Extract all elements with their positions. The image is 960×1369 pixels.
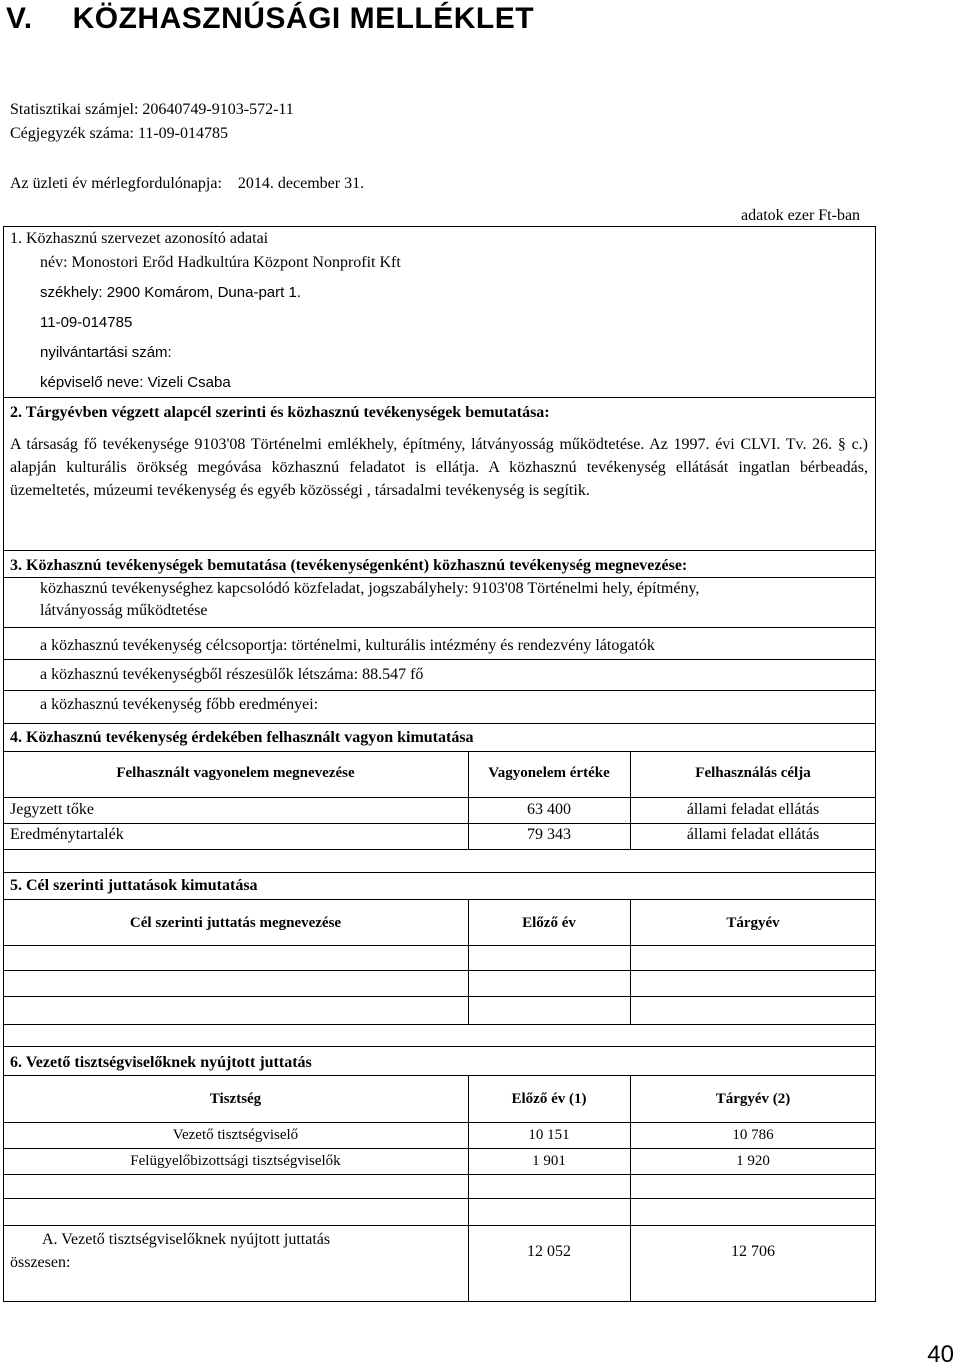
section5-heading: 5. Cél szerinti juttatások kimutatása <box>10 877 258 894</box>
divider-before-section5 <box>3 872 876 873</box>
participants-count: a közhasznú tevékenységből részesülők létszáma: 88.547 fő <box>40 666 424 683</box>
public-task-line1: közhasznú tevékenységhez kapcsolódó közfeladat, jogszabályhely: 9103'08 Történelmi hely, építmény, <box>40 580 700 597</box>
table6-header-border <box>3 1122 876 1123</box>
divider-section3-heading <box>3 577 876 578</box>
table6-col-divider-1 <box>468 1075 469 1302</box>
table6-total-label-line2: összesen: <box>10 1254 71 1271</box>
table6-row1-border <box>3 1148 876 1149</box>
table5-row1-border <box>3 970 876 971</box>
table6-row1-prev: 10 151 <box>528 1127 570 1143</box>
divider-participants <box>3 690 876 691</box>
main-results: a közhasznú tevékenység főbb eredményei: <box>40 696 319 713</box>
org-name: név: Monostori Erőd Hadkultúra Központ Nonprofit Kft <box>40 254 401 271</box>
table4-bottom-border <box>3 849 876 850</box>
table6-row2-prev: 1 901 <box>532 1153 566 1169</box>
table6-top-border <box>3 1075 876 1076</box>
registry-number: Cégjegyzék száma: 11-09-014785 <box>10 125 229 142</box>
chapter-title <box>6 2 534 36</box>
section1-heading: 1. Közhasznú szervezet azonosító adatai <box>10 230 269 247</box>
table5-header-name: Cél szerinti juttatás megnevezése <box>129 915 342 931</box>
table5-top-border <box>3 899 876 900</box>
balance-date-label: Az üzleti év mérlegfordulónapja: <box>10 175 222 192</box>
table4-row1-border <box>3 823 876 824</box>
activity-description: A társaság fő tevékenysége 9103'08 Történelmi emlékhely, építmény, látványosság működtetése. Az 1997. évi CLVI. Tv. 26. § c.) alapján kulturális örökség megóvása közhasznú feladatot is ellátja. A közhasznú tevékenység ellátását ingatlan bérbeadás, üzemeltetés, múzeumi tevékenység és egyéb közösségi , társadalmi tevékenység is segítik. <box>10 436 868 499</box>
divider-section1 <box>3 397 876 398</box>
table6-header-position: Tisztség <box>209 1091 262 1107</box>
table6-row3-border <box>3 1198 876 1199</box>
divider-task <box>3 627 876 628</box>
registration-label: nyilvántartási szám: <box>40 344 172 361</box>
table5-header-border <box>3 945 876 946</box>
table5-header-prev-year: Előző év <box>522 915 576 931</box>
org-registration-id: 11-09-014785 <box>40 314 133 331</box>
table5-bottom-border <box>3 1024 876 1025</box>
table6-row2-curr: 1 920 <box>736 1153 770 1169</box>
divider-target <box>3 659 876 660</box>
table4-header-name: Felhasznált vagyonelem megnevezése <box>116 765 355 781</box>
target-group: a közhasznú tevékenység célcsoportja: történelmi, kulturális intézmény és rendezvény látogatók <box>40 637 655 654</box>
table5-header-current-year: Tárgyév <box>726 915 780 931</box>
table4-row2-value: 79 343 <box>527 826 571 843</box>
org-seat: székhely: 2900 Komárom, Duna-part 1. <box>40 284 301 301</box>
balance-date-value: 2014. december 31. <box>237 175 365 192</box>
table5-row2-border <box>3 996 876 997</box>
table6-header-current-year: Tárgyév (2) <box>715 1091 791 1107</box>
table6-row2-position: Felügyelőbizottsági tisztségviselők <box>130 1153 341 1169</box>
units-note: adatok ezer Ft-ban <box>741 207 861 224</box>
chapter-number: V. <box>6 2 33 35</box>
table4-row1-value: 63 400 <box>527 801 571 818</box>
table4-header-purpose: Felhasználás célja <box>695 765 811 781</box>
table6-row1-curr: 10 786 <box>732 1127 774 1143</box>
chapter-title-text: KÖZHASZNÚSÁGI MELLÉKLET <box>72 2 535 35</box>
table4-header-border <box>3 797 876 798</box>
divider-section2 <box>3 550 876 551</box>
section4-heading: 4. Közhasznú tevékenység érdekében felhasznált vagyon kimutatása <box>10 729 474 746</box>
divider-section3 <box>3 723 876 724</box>
stats-code: Statisztikai számjel: 20640749-9103-572-11 <box>10 101 294 118</box>
table6-total-prev: 12 052 <box>527 1243 571 1260</box>
divider-before-section6 <box>3 1046 876 1047</box>
table6-total-label-line1: A. Vezető tisztségviselőknek nyújtott juttatás <box>42 1231 331 1248</box>
public-task-line2: látványosság működtetése <box>40 602 208 619</box>
table4-row2-name: Eredménytartalék <box>10 826 124 843</box>
table6-row2-border <box>3 1174 876 1175</box>
table6-header-prev-year: Előző év (1) <box>511 1091 587 1107</box>
section2-heading: 2. Tárgyévben végzett alapcél szerinti és közhasznú tevékenységek bemutatása: <box>10 404 550 421</box>
table4-top-border <box>3 751 876 752</box>
table6-total-curr: 12 706 <box>731 1243 775 1260</box>
table6-total-top-border <box>3 1225 876 1226</box>
table4-row1-name: Jegyzett tőke <box>10 801 94 818</box>
representative-name: képviselő neve: Vizeli Csaba <box>40 374 231 391</box>
section6-heading: 6. Vezető tisztségviselőknek nyújtott juttatás <box>10 1054 312 1071</box>
table4-row1-purpose: állami feladat ellátás <box>686 801 820 818</box>
section3-heading: 3. Közhasznú tevékenységek bemutatása (tevékenységenként) közhasznú tevékenység megnevezése: <box>10 557 688 574</box>
balance-date <box>10 175 364 193</box>
table4-header-value: Vagyonelem értéke <box>488 765 610 781</box>
table4-row2-purpose: állami feladat ellátás <box>686 826 820 843</box>
table6-row1-position: Vezető tisztségviselő <box>172 1127 299 1143</box>
table6-col-divider-2 <box>630 1075 631 1302</box>
page-number: 40 <box>927 1341 954 1368</box>
